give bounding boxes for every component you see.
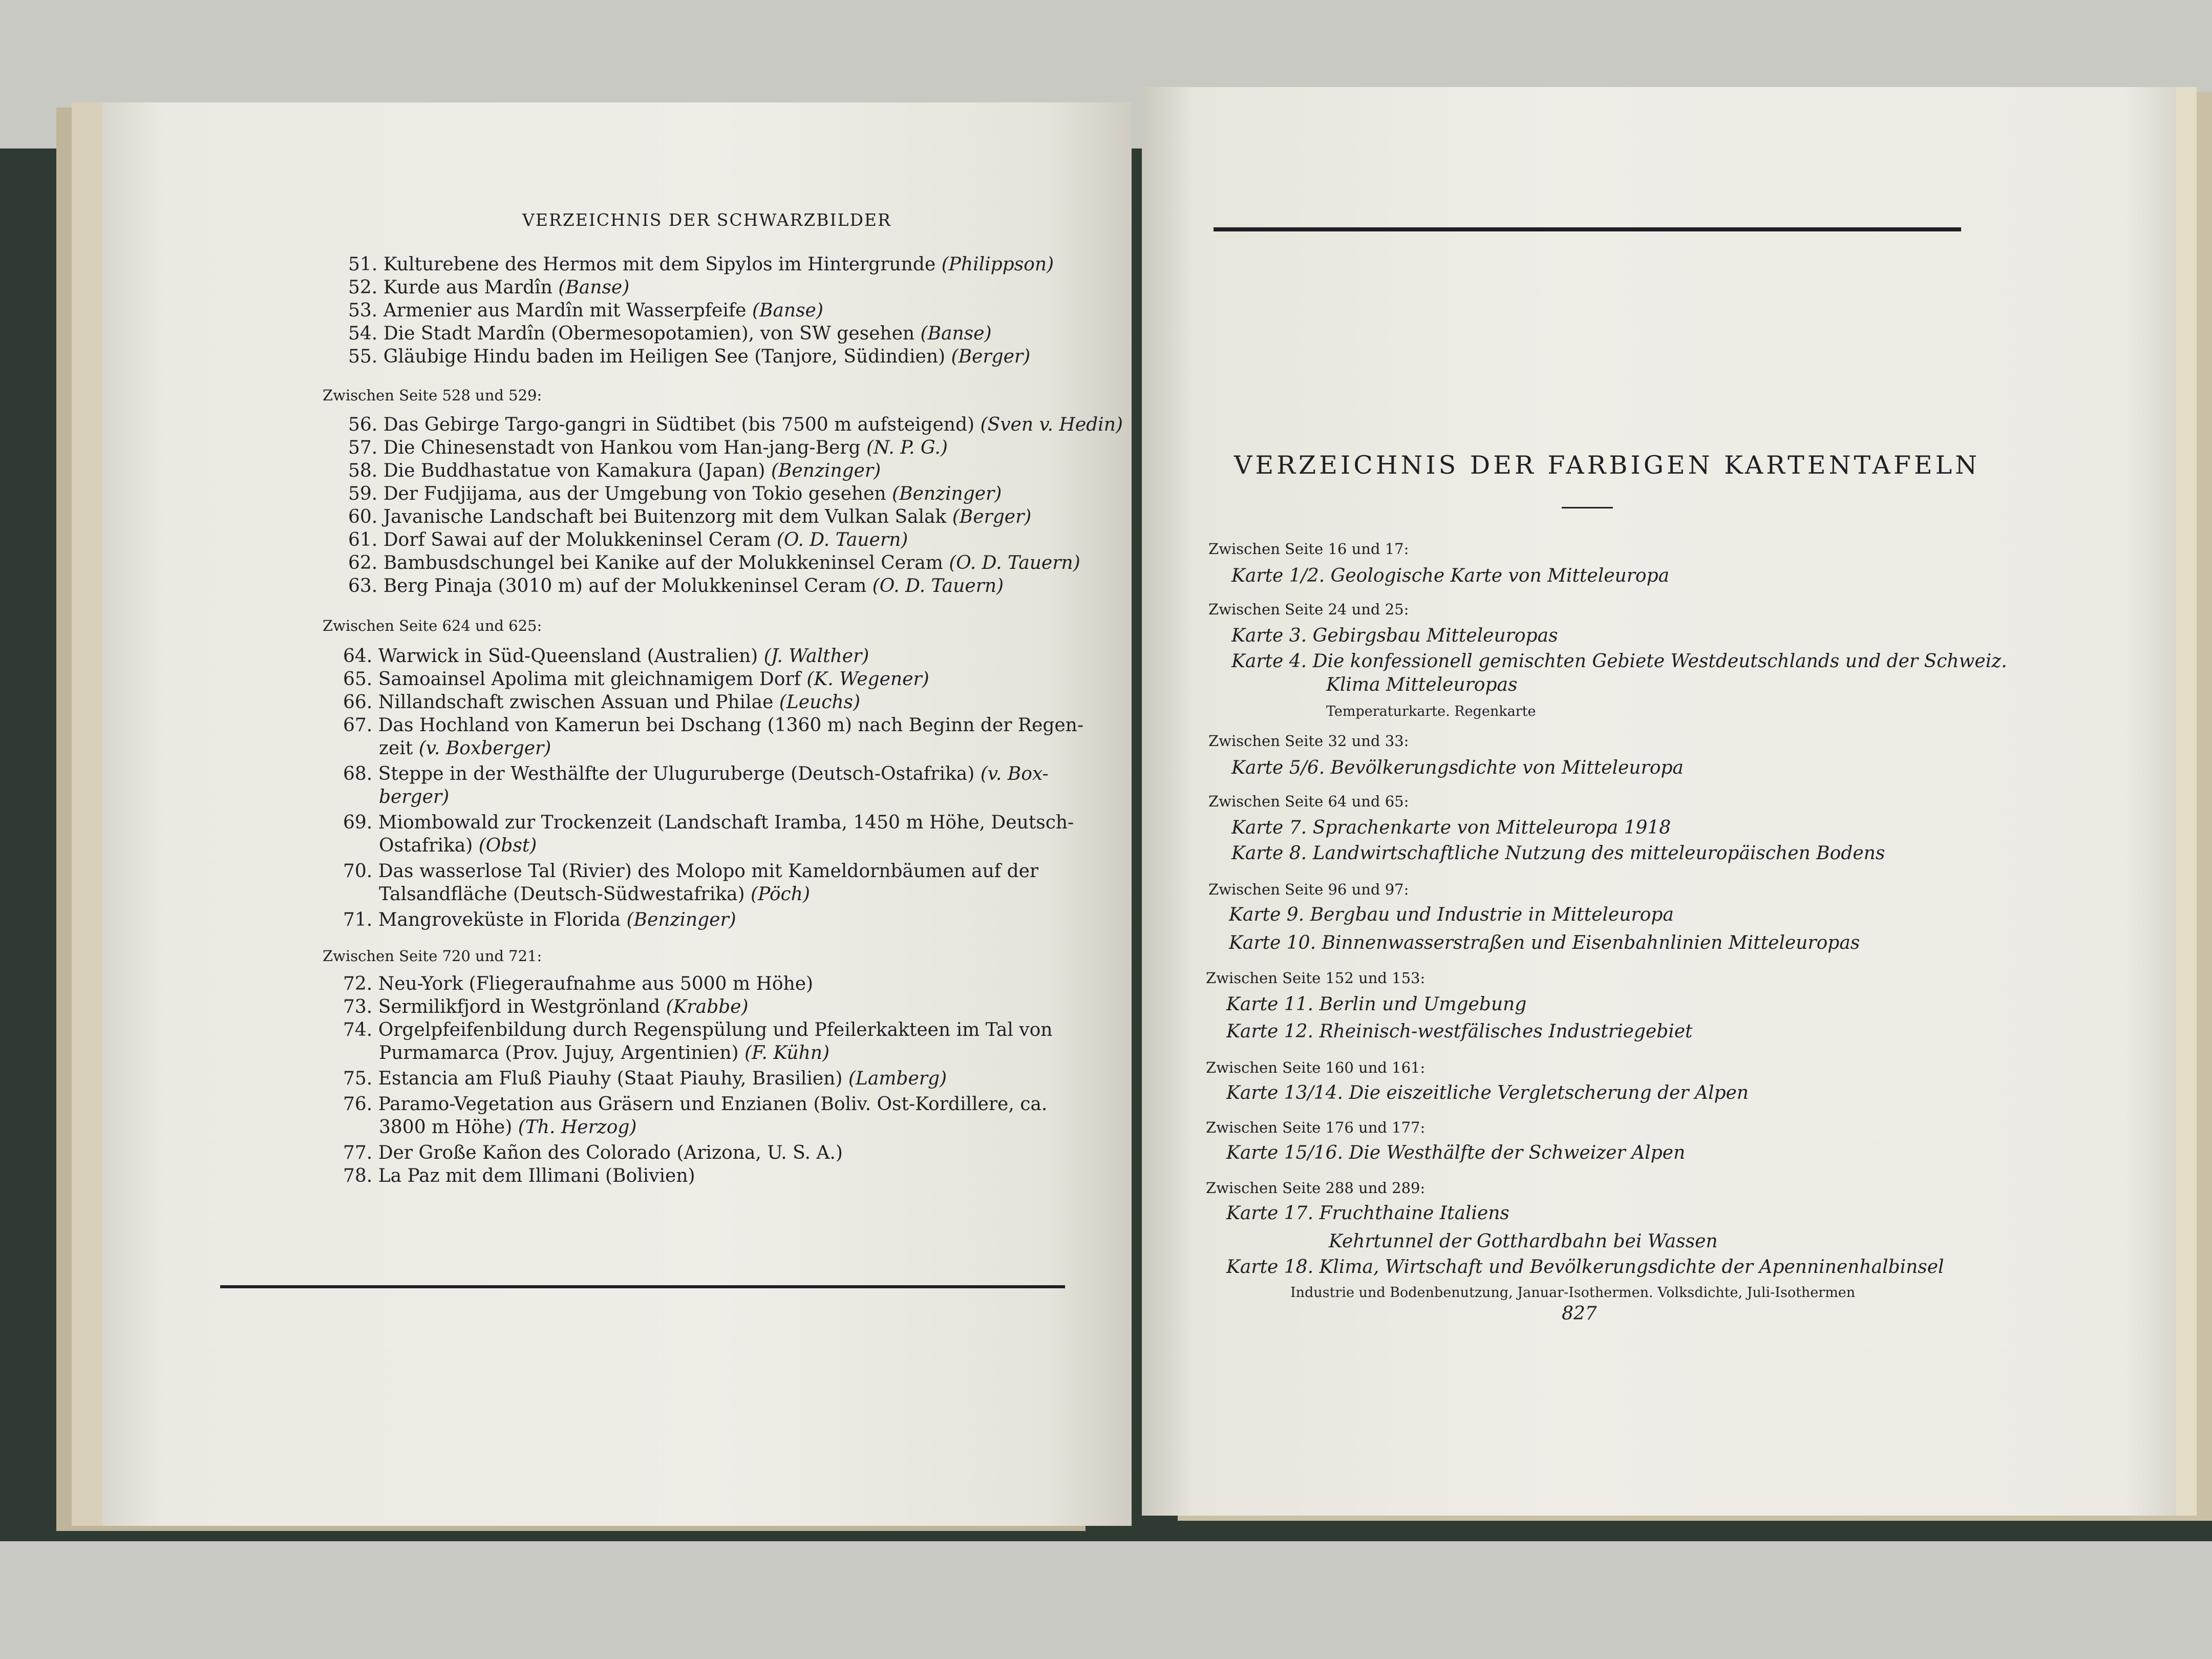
list-item: 66. Nillandschaft zwischen Assuan und Philae (Leuchs) [343,692,861,713]
list-item: 72. Neu-York (Fliegeraufnahme aus 5000 m Höhe) [343,973,814,994]
section-heading: Zwischen Seite 32 und 33: [1208,732,1409,750]
map-entry: Karte 18. Klima, Wirtschaft und Bevölkerungsdichte der Apenninenhalbinsel [1226,1257,1944,1278]
section-heading: Zwischen Seite 96 und 97: [1208,881,1409,898]
list-item: Talsandfläche (Deutsch-Südwestafrika) (Pöch) [379,884,810,905]
list-item: 68. Steppe in der Westhälfte der Uluguruberge (Deutsch-Ostafrika) (v. Box- [343,763,1049,784]
section-heading: Zwischen Seite 288 und 289: [1206,1179,1426,1197]
section-heading: Zwischen Seite 624 und 625: [323,617,542,634]
left-page-heading: VERZEICHNIS DER SCHWARZBILDER [522,210,891,230]
map-entry: Karte 3. Gebirgsbau Mitteleuropas [1231,625,1558,646]
list-item: 62. Bambusdschungel bei Kanike auf der Molukkeninsel Ceram (O. D. Tauern) [348,552,1080,573]
map-entry: Karte 8. Landwirtschaftliche Nutzung des mitteleuropäischen Bodens [1231,843,1885,864]
map-entry: Karte 11. Berlin und Umgebung [1226,994,1527,1015]
list-item: 77. Der Große Kañon des Colorado (Arizona, U. S. A.) [343,1142,843,1163]
list-item: 63. Berg Pinaja (3010 m) auf der Molukkeninsel Ceram (O. D. Tauern) [348,576,1004,597]
list-item: 65. Samoainsel Apolima mit gleichnamigem Dorf (K. Wegener) [343,669,929,690]
list-item: 67. Das Hochland von Kamerun bei Dschang (1360 m) nach Beginn der Regen- [343,715,1084,736]
section-heading: Zwischen Seite 152 und 153: [1206,969,1426,987]
list-item: 69. Miombowald zur Trockenzeit (Landschaft Iramba, 1450 m Höhe, Deutsch- [343,812,1074,833]
list-item: 52. Kurde aus Mardîn (Banse) [348,277,630,298]
section-heading: Zwischen Seite 720 und 721: [323,947,542,965]
section-heading: Zwischen Seite 528 und 529: [323,387,542,404]
map-caption: Temperaturkarte. Regenkarte [1326,704,1536,719]
map-entry: Karte 15/16. Die Westhälfte der Schweizer Alpen [1226,1142,1686,1163]
section-heading: Zwischen Seite 160 und 161: [1206,1059,1426,1076]
list-item: 61. Dorf Sawai auf der Molukkeninsel Ceram (O. D. Tauern) [348,529,908,550]
map-entry: Karte 4. Die konfessionell gemischten Gebiete Westdeutschlands und der Schweiz. [1231,651,2007,672]
list-item: 64. Warwick in Süd-Queensland (Australien) (J. Walther) [343,646,869,667]
section-heading: Zwischen Seite 64 und 65: [1208,793,1409,810]
page-number: 827 [1562,1303,1597,1324]
map-entry: Karte 9. Bergbau und Industrie in Mitteleuropa [1229,904,1674,925]
list-item: 75. Estancia am Fluß Piauhy (Staat Piauhy, Brasilien) (Lamberg) [343,1068,947,1089]
list-item: Ostafrika) (Obst) [379,835,537,856]
list-item: 51. Kulturebene des Hermos mit dem Sipylos im Hintergrunde (Philippson) [348,254,1054,275]
map-entry: Karte 7. Sprachenkarte von Mitteleuropa 1918 [1231,817,1671,838]
map-entry: Karte 12. Rheinisch-westfälisches Industriegebiet [1226,1021,1693,1042]
map-entry: Karte 17. Fruchthaine Italiens [1226,1203,1509,1224]
list-item: 71. Mangroveküste in Florida (Benzinger) [343,909,736,930]
section-heading: Zwischen Seite 16 und 17: [1208,540,1409,558]
map-caption: Industrie und Bodenbenutzung, Januar-Isothermen. Volksdichte, Juli-Isothermen [1290,1285,1856,1301]
list-item: 54. Die Stadt Mardîn (Obermesopotamien), von SW gesehen (Banse) [348,323,992,344]
list-item: 55. Gläubige Hindu baden im Heiligen See (Tanjore, Südindien) (Berger) [348,346,1031,367]
list-item: 60. Javanische Landschaft bei Buitenzorg mit dem Vulkan Salak (Berger) [348,506,1032,527]
bottom-rule [220,1285,1065,1288]
right-page-heading: VERZEICHNIS DER FARBIGEN KARTENTAFELN [1234,451,1981,480]
map-entry: Karte 10. Binnenwasserstraßen und Eisenbahnlinien Mitteleuropas [1229,932,1860,953]
list-item: zeit (v. Boxberger) [379,738,551,759]
section-heading: Zwischen Seite 176 und 177: [1206,1119,1426,1136]
list-item: 74. Orgelpfeifenbildung durch Regenspülung und Pfeilerkakteen im Tal von [343,1019,1053,1040]
list-item: 53. Armenier aus Mardîn mit Wasserpfeife (Banse) [348,300,823,321]
top-rule [1214,227,1961,231]
map-entry: Klima Mitteleuropas [1326,674,1518,695]
list-item: 59. Der Fudjijama, aus der Umgebung von Tokio gesehen (Benzinger) [348,483,1002,504]
map-entry: Karte 13/14. Die eiszeitliche Vergletscherung der Alpen [1226,1082,1749,1103]
map-entry: Karte 1/2. Geologische Karte von Mitteleuropa [1231,565,1670,586]
list-item: Purmamarca (Prov. Jujuy, Argentinien) (F. Kühn) [379,1043,830,1064]
section-heading: Zwischen Seite 24 und 25: [1208,601,1409,618]
list-item: 70. Das wasserlose Tal (Rivier) des Molopo mit Kameldornbäumen auf der [343,861,1039,882]
list-item: 58. Die Buddhastatue von Kamakura (Japan) (Benzinger) [348,460,881,481]
list-item: 3800 m Höhe) (Th. Herzog) [379,1117,637,1138]
list-item: 57. Die Chinesenstadt von Hankou vom Han-jang-Berg (N. P. G.) [348,437,948,458]
map-entry: Kehrtunnel der Gotthardbahn bei Wassen [1329,1231,1718,1252]
heading-divider [1562,507,1613,508]
list-item: berger) [379,786,450,807]
map-entry: Karte 5/6. Bevölkerungsdichte von Mitteleuropa [1231,757,1684,778]
list-item: 56. Das Gebirge Targo-gangri in Südtibet (bis 7500 m aufsteigend) (Sven v. Hedin) [348,414,1123,435]
list-item: 78. La Paz mit dem Illimani (Bolivien) [343,1165,695,1186]
list-item: 76. Paramo-Vegetation aus Gräsern und Enzianen (Boliv. Ost-Kordillere, ca. [343,1094,1048,1115]
list-item: 73. Sermilikfjord in Westgrönland (Krabbe) [343,996,749,1017]
